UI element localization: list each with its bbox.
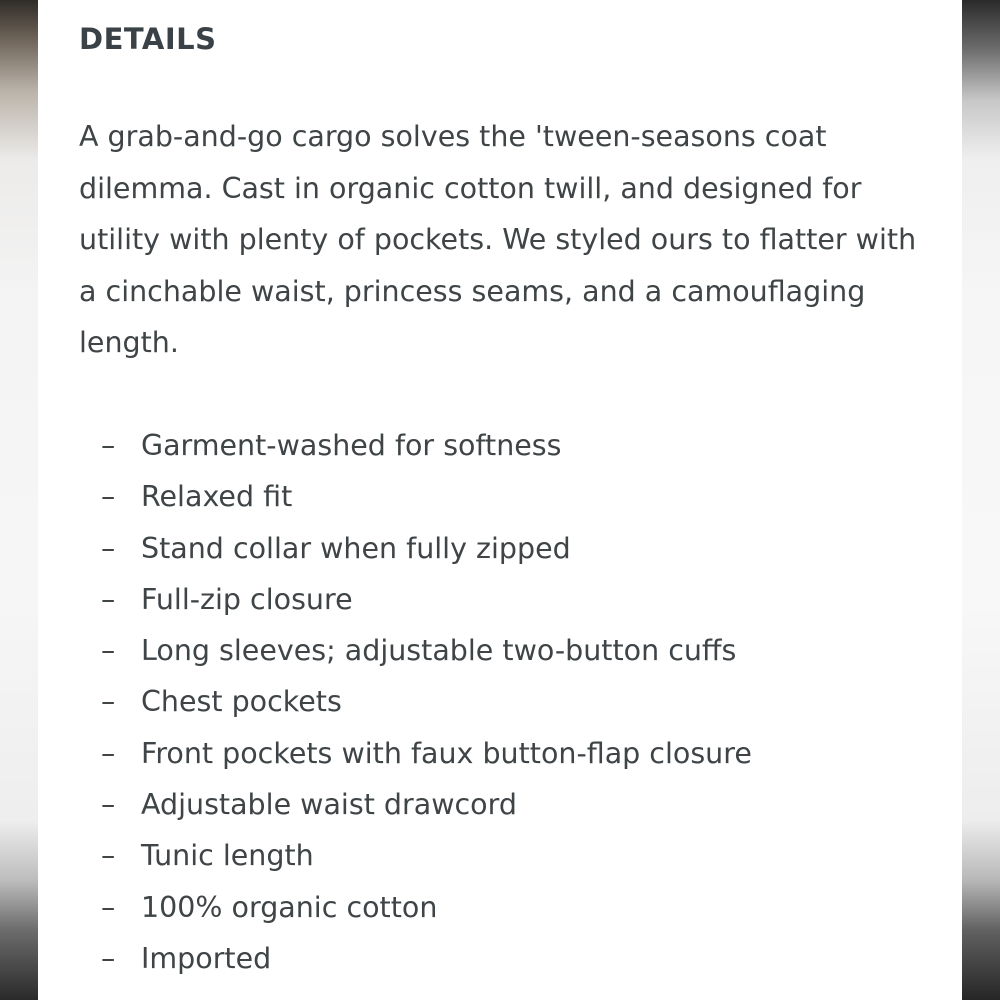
bullet-dash: –: [101, 890, 116, 924]
details-heading: DETAILS: [79, 22, 217, 56]
feature-list: [101, 420, 752, 984]
feature-list-item: [101, 420, 752, 471]
background-edge-left: [0, 0, 38, 1000]
bullet-dash: –: [101, 480, 116, 514]
bullet-dash: –: [101, 531, 116, 565]
feature-text: Relaxed fit: [141, 480, 293, 514]
bullet-dash: –: [101, 788, 116, 822]
background-edge-right: [962, 0, 1000, 1000]
feature-list-item: [101, 471, 752, 522]
feature-list-item: [101, 625, 752, 676]
feature-list-item: [101, 882, 752, 933]
feature-text: Garment-washed for softness: [141, 429, 562, 462]
feature-text: Tunic length: [141, 839, 314, 873]
feature-list-item: [101, 830, 752, 881]
feature-list-item: [101, 933, 752, 984]
bullet-dash: –: [101, 582, 116, 616]
feature-text: Stand collar when fully zipped: [141, 531, 571, 565]
bullet-dash: –: [101, 941, 116, 975]
bullet-dash: –: [101, 634, 116, 668]
feature-list-item: [101, 779, 752, 830]
bullet-dash: –: [101, 429, 116, 462]
feature-list-item: [101, 728, 752, 779]
feature-text: 100% organic cotton: [141, 890, 438, 924]
feature-text: Front pockets with faux button-flap closure: [141, 736, 752, 770]
feature-list-item: [101, 574, 752, 625]
feature-list-item: [101, 676, 752, 727]
product-details-panel: [38, 0, 962, 1000]
product-description: A grab-and-go cargo solves the 'tween-seasons coat dilemma. Cast in organic cotton twill, and designed for utility with plenty of pockets. We styled ours to flatter with a cinchable waist, princess seams, and a camouflaging length.: [79, 120, 917, 359]
bullet-dash: –: [101, 685, 116, 719]
feature-text: Imported: [141, 941, 272, 975]
bullet-dash: –: [101, 736, 116, 770]
feature-text: Chest pockets: [141, 685, 342, 719]
feature-text: Long sleeves; adjustable two-button cuffs: [141, 634, 737, 668]
bullet-dash: –: [101, 839, 116, 873]
feature-text: Full-zip closure: [141, 582, 353, 616]
feature-text: Adjustable waist drawcord: [141, 788, 517, 822]
feature-list-item: [101, 523, 752, 574]
